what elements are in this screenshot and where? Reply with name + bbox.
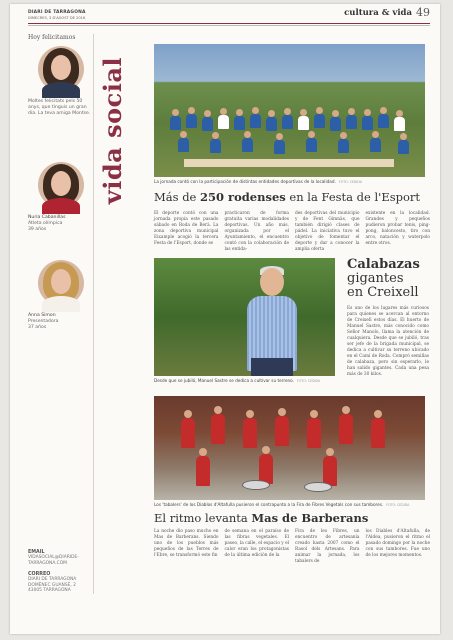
header-rule-thin bbox=[28, 25, 430, 26]
photo-caption: Desde que se jubiló, Manuel Sastre se dedica a cultivar su terreno. FOTO: CEDIDA bbox=[154, 378, 321, 383]
text-column: los Diables d'Altafulla, de l'Aldea, pusieron el ritmo el pasado domingo por la noche con sus tambores. Fue uno de los mejores momentos. bbox=[365, 529, 430, 558]
drummers-photo bbox=[154, 396, 425, 500]
sidebar-title: Hoy felicitamos bbox=[28, 34, 76, 41]
photo-caption: La jornada contó con la participación de distintas entidades deportivas de la localidad. FOTO: CEDIDA bbox=[154, 179, 362, 184]
crowd bbox=[164, 107, 415, 152]
text-column: des deportivas del municipio y de Fent Gimnàs, que también dirigió clases de pádel. La iniciativa tuvo el objetivo de fomentar el deporte y dar a conocer la amplia oferta bbox=[295, 211, 360, 252]
contact-block bbox=[28, 550, 94, 594]
sidebar bbox=[28, 34, 94, 594]
sports-group-photo bbox=[154, 44, 425, 177]
paper-name: DIARI DE TARRAGONA bbox=[28, 10, 86, 15]
person-card-2 bbox=[28, 162, 94, 233]
article-headline: Más de 250 rodenses en la Festa de l'Esport bbox=[154, 190, 421, 204]
avatar-photo bbox=[38, 260, 84, 306]
text-column: practicaron de forma gratuita varias modalidades deportivas. Un año más, organizada por el Ayuntamiento, el encuentro contó con la colaboración de las entida- bbox=[224, 211, 289, 252]
person-caption: Moltes felicitats pels 50 anys, que tinguis un gran dia. La teva amiga Montse. bbox=[28, 99, 91, 116]
mail-line: DIARI DE TARRAGONA bbox=[28, 577, 77, 583]
person-card-1 bbox=[28, 46, 94, 117]
article-body: Es uno de los lugares más curiosos para quienes se acercan al entorno de Creixell estos días. El huerto de Manuel Sastre, más conocido como Señor Manolo, llama la atención de cualquiera. Desde que se jubiló, tras ser jefe de la brigada municipal, se dedica a cultivar su terreno ubicado en el Camí de Roda. Compró semillas de calabaza, pero sin esperarlo, le han salido gigantes. Cada una pesa más de 30 kilos. bbox=[347, 306, 429, 377]
text-column: La noche dio paso mucho en Mas de Barberans. Siendo uno de los pueblos más pequeños de las Terres de l'Ebre, se transformó este fin bbox=[154, 529, 219, 558]
newspaper-page bbox=[10, 4, 440, 634]
person-role: Atleta olímpica bbox=[28, 221, 63, 226]
issue-date: DIMECRES, 3 D'AGOST DE 2016 bbox=[28, 16, 86, 20]
text-column: existente en la localidad. Grandes y pequeños pudieron probar tenis, ping-pong, baloncesto, tiro con arco, natación y waterpolo entre otros. bbox=[365, 211, 430, 246]
person-role: Presentadora bbox=[28, 319, 59, 324]
person-name: Nuria Cabanillas bbox=[28, 215, 66, 220]
email-address[interactable]: VIDASOCIAL@DIARIDE-TARRAGONA.COM bbox=[28, 555, 79, 566]
text-column: de semana en el paraíso de las fibras vegetales. El paseo, la calle, el espacio y el calor eran los protagonistas de la última edición de la bbox=[224, 529, 289, 558]
page-number: 49 bbox=[416, 6, 430, 19]
photo-caption: Los 'tabalers' de los Diablos d'Altafulla pusieron el contrapunto a la Fira de Fibres Vegetals con sus tambores. FOTO: CEDIDA bbox=[154, 502, 410, 507]
article-headline: El ritmo levanta Mas de Barberans bbox=[154, 511, 369, 525]
text-column: Fira de les Fibres, un encuentro de artesanía creado hasta 2007 como el Rasol dels Artesans. Para animar la jornada, los tabalers de bbox=[295, 529, 360, 564]
article-body bbox=[154, 211, 430, 252]
avatar-photo bbox=[38, 46, 84, 92]
mail-line: DOMÈNEC GUANSÉ, 2 bbox=[28, 582, 76, 588]
vertical-section-title: vida social bbox=[97, 57, 127, 205]
article-body bbox=[154, 529, 430, 563]
person-name: Anna Simon bbox=[28, 313, 56, 318]
section-title: cultura & vida bbox=[344, 8, 412, 18]
article-headline: Calabazas gigantes en Creixell bbox=[347, 257, 420, 300]
text-column: El deporte contó con una jornada propia este pasado sábado en Roda de Berà. La zona deportiva municipal Eixample acogió la tercera Festa de l'Esport, donde se bbox=[154, 211, 219, 246]
header-rule bbox=[28, 23, 430, 24]
person-age: 39 años bbox=[28, 227, 47, 232]
gardener-photo bbox=[154, 258, 335, 376]
person-age: 37 años bbox=[28, 325, 47, 330]
email-label: EMAIL bbox=[28, 550, 45, 556]
mail-line: 43005 TARRAGONA bbox=[28, 588, 71, 594]
avatar-photo bbox=[38, 162, 84, 208]
person-card-3 bbox=[28, 260, 94, 331]
photo-banner bbox=[184, 159, 394, 167]
mail-label: CORREO bbox=[28, 572, 51, 578]
